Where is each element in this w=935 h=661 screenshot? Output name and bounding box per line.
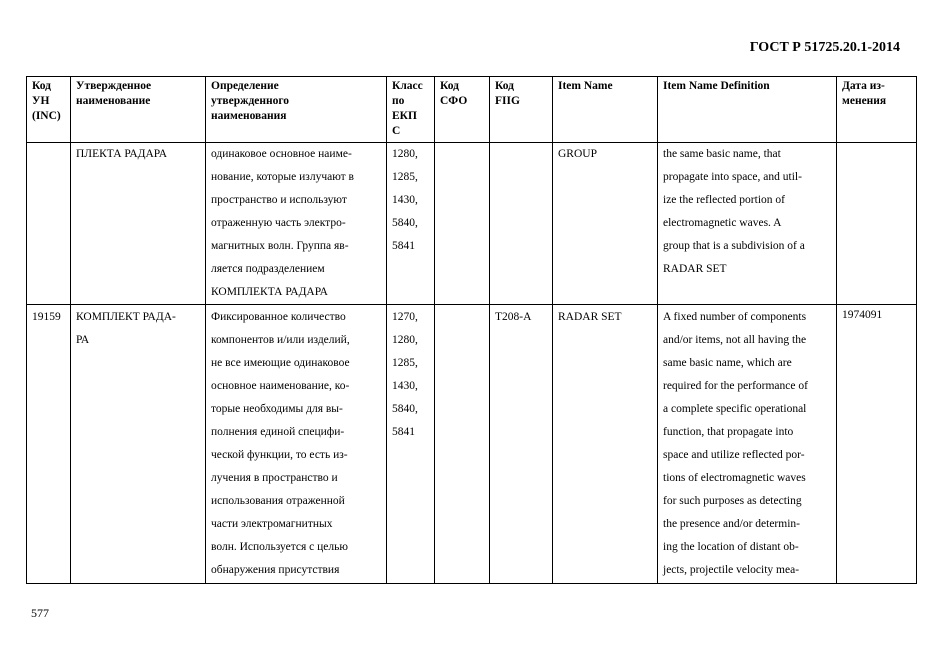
text-line: FIIG [495,95,520,107]
text-line: обнаружения присутствия [211,564,340,576]
text-line: лучения в пространство и [211,472,338,484]
text-line: КОМПЛЕКТА РАДАРА [211,286,328,298]
text-line: ПЛЕКТА РАДАРА [76,148,168,160]
text-line: Код [495,80,515,92]
text-line: СФО [440,95,468,107]
text-line: 1430, [392,380,418,392]
text-line: 5841 [392,240,415,252]
header-code-sfo [435,77,490,143]
text-line: торые необходимы для вы- [211,403,343,415]
cell-code-fiig [490,143,553,305]
text-line: 1280, [392,334,418,346]
cell-item-name-definition [658,305,837,584]
text-line: 5840, [392,217,418,229]
text-line: основное наименование, ко- [211,380,350,392]
text-line: GROUP [558,148,597,160]
table-row [27,305,917,584]
cell-approved-name [71,305,206,584]
text-line: T208-A [495,311,532,323]
header-change-date [837,77,917,143]
cell-code-sfo [435,143,490,305]
text-line: пространство и используют [211,194,347,206]
text-line: РА [76,334,90,346]
cell-item-name-definition [658,143,837,305]
cell-change-date [837,143,917,305]
text-line: ляется подразделением [211,263,325,275]
text-line: ЕКП [392,110,417,122]
text-line: 1430, [392,194,418,206]
text-line: jects, projectile velocity mea- [663,564,800,576]
text-line: ческой функции, то есть из- [211,449,348,461]
text-line: group that is a subdivision of a [663,240,805,252]
text-line: ing the location of distant ob- [663,541,799,553]
text-line: the same basic name, that [663,148,781,160]
text-line: КОМПЛЕКТ РАДА- [76,311,176,323]
text-line: and/or items, not all having the [663,334,807,346]
cell-code-sfo [435,305,490,584]
cell-class-ekps [387,305,435,584]
text-line: for such purposes as detecting [663,495,802,507]
cell-change-date [837,305,917,584]
text-line: (INC) [32,110,61,122]
text-line: function, that propagate into [663,426,794,438]
table-row [27,143,917,305]
text-line: Item Name [558,80,613,92]
page-number: 577 [31,606,49,620]
cell-definition [206,305,387,584]
cell-item-name [553,305,658,584]
text-line: A fixed number of components [663,311,807,323]
text-line: компонентов и/или изделий, [211,334,350,346]
header-item-name-definition [658,77,837,143]
text-line: 1285, [392,171,418,183]
text-line: части электромагнитных [211,518,333,530]
text-line: Утвержденное [76,80,152,92]
text-line: space and utilize reflected por- [663,449,805,461]
text-line: ize the reflected portion of [663,194,785,206]
text-line: 1280, [392,148,418,160]
text-line: Item Name Definition [663,80,770,92]
table-header-row [27,77,917,143]
header-class-ekps [387,77,435,143]
text-line: Класс [392,80,423,92]
cell-definition [206,143,387,305]
text-line: propagate into space, and util- [663,171,802,183]
cell-code-un [27,305,71,584]
header-code-fiig [490,77,553,143]
header-approved-name [71,77,206,143]
text-line: наименование [76,95,151,107]
catalog-table [26,76,917,584]
text-line: по [392,95,405,107]
text-line: tions of electromagnetic waves [663,472,806,484]
text-line: 5841 [392,426,415,438]
document-title: ГОСТ Р 51725.20.1-2014 [749,40,900,55]
text-line: 1974091 [842,309,883,321]
text-line: Код [32,80,52,92]
text-line: использования отраженной [211,495,345,507]
header-definition [206,77,387,143]
text-line: Код [440,80,460,92]
text-line: 1270, [392,311,418,323]
text-line: менения [842,95,887,107]
text-line: Фиксированное количество [211,311,346,323]
text-line: the presence and/or determin- [663,518,800,530]
text-line: same basic name, which are [663,357,792,369]
text-line: одинаковое основное наиме- [211,148,352,160]
text-line: 1285, [392,357,418,369]
cell-item-name [553,143,658,305]
text-line: С [392,125,401,137]
text-line: утвержденного [211,95,290,107]
text-line: required for the performance of [663,380,808,392]
text-line: a complete specific operational [663,403,807,415]
header-code-un [27,77,71,143]
cell-code-fiig [490,305,553,584]
text-line: отраженную часть электро- [211,217,346,229]
cell-approved-name [71,143,206,305]
text-line: Дата из- [842,80,885,92]
text-line: полнения единой специфи- [211,426,345,438]
text-line: RADAR SET [663,263,727,275]
cell-code-un [27,143,71,305]
text-line: Определение [211,80,279,92]
text-line: УН [32,95,50,107]
text-line: наименования [211,110,287,122]
text-line: 19159 [32,311,61,323]
text-line: не все имеющие одинаковое [211,357,350,369]
text-line: волн. Используется с целью [211,541,348,553]
text-line: нование, которые излучают в [211,171,354,183]
text-line: магнитных волн. Группа яв- [211,240,349,252]
text-line: RADAR SET [558,311,622,323]
cell-class-ekps [387,143,435,305]
text-line: electromagnetic waves. A [663,217,782,229]
text-line: 5840, [392,403,418,415]
header-item-name [553,77,658,143]
